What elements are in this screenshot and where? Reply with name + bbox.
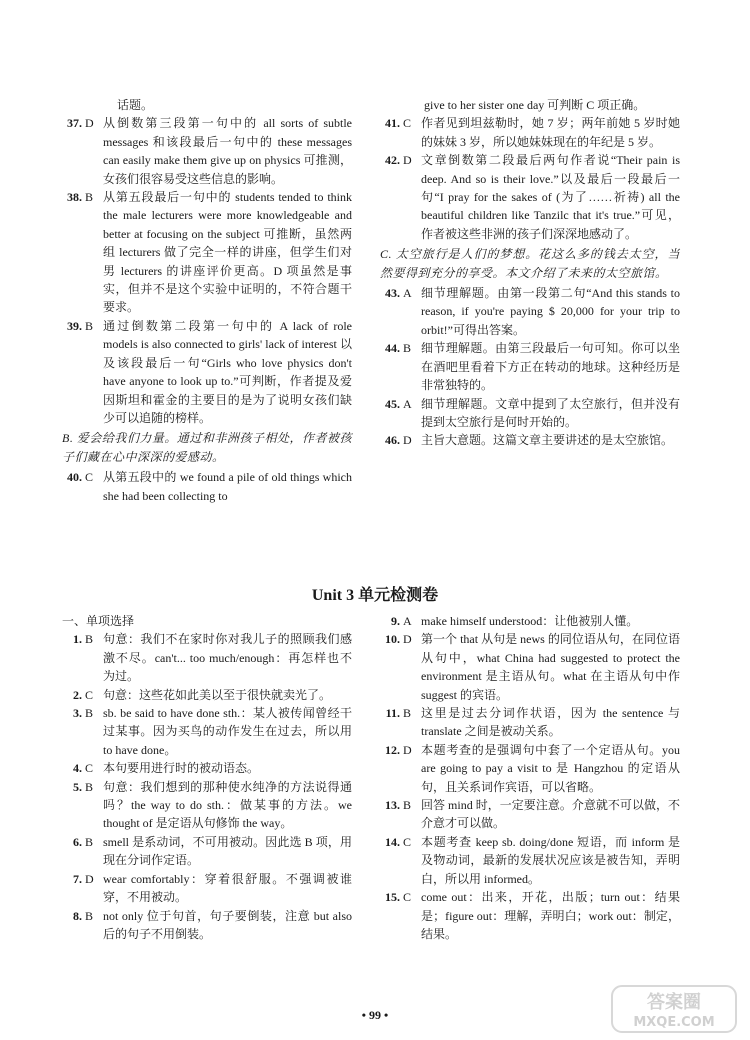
answer-letter: B [85,834,94,849]
answer-item [62,188,352,317]
question-number: 5. [73,779,82,794]
answer-column-right-bottom [380,612,680,943]
continued-text: give to her sister one day 可判断 C 项正确。 [424,98,646,112]
question-number: 39. [67,318,82,333]
passage-summary: B. 爱会给我们力量。通过和非洲孩子相处，作者被孩子们藏在心中深深的爱感动。 [62,431,352,464]
explanation: 细节理解题。文章中提到了太空旅行，但并没有提到太空旅行是何时开始的。 [421,396,680,429]
answer-item [380,796,680,833]
question-number: 40. [67,470,82,485]
answer-item [380,612,680,630]
answer-item [380,741,680,796]
question-number: 7. [73,871,82,886]
answer-item [380,888,680,943]
explanation: 本题考查 keep sb. doing/done 短语，而 inform 是及物动词，最新的发展状况应该是被告知，弄明白，所以用 informed。 [421,834,680,886]
explanation: 从第五段中的 we found a pile of old things which she had been collecting to [103,470,352,503]
answer-letter: D [403,632,412,647]
answer-item [62,704,352,759]
answer-letter: B [403,706,412,721]
section-heading: 一、单项选择 [62,614,135,628]
explanation: 文章倒数第二段最后两句作者说“Their pain is deep. And so is their love.”以及最后一段最后一句“I pray for the sakes of (为了……祈祷) all the beautiful children like Tanzilc that it's true.”可见，作者被这些非洲的孩子们深深地感动了。 [421,153,680,241]
explanation: 句意：我们想到的那种使水纯净的方法说得通吗？the way to do sth.：做某事的方法。we thought of 是定语从句修饰 the way。 [103,779,352,831]
answer-letter: C [85,761,94,776]
answer-letter: B [85,190,94,205]
answer-item [62,630,352,685]
explanation: 细节理解题。由第一段第二句“And this stands to reason, if you're paying $ 20,000 for your trip to orbit!”可得出答案。 [421,286,680,337]
explanation: smell 是系动词，不可用被动。因此选 B 项，用现在分词作定语。 [103,834,352,868]
question-number: 1. [73,632,82,647]
answer-letter: D [403,153,412,168]
question-number: 10. [385,632,400,647]
explanation: 细节理解题。由第三段最后一句可知。你可以坐在酒吧里看着下方正在转动的地球。这种经历是非常独特的。 [421,341,680,393]
continued-text: 话题。 [117,98,154,112]
answer-column-right-top [380,96,680,450]
answer-item [380,339,680,394]
explanation: wear comfortably：穿着很舒服。不强调被谁穿，不用被动。 [103,871,352,905]
answer-letter: C [403,116,412,131]
answer-letter: C [403,834,412,849]
passage-summary: C. 太空旅行是人们的梦想。花这么多的钱去太空，当然要得到充分的享受。本文介绍了未来的太空旅馆。 [380,247,680,280]
answer-column-left-bottom [62,612,352,943]
answer-letter: B [85,318,94,333]
question-number: 46. [385,433,400,448]
answer-item [62,778,352,833]
answer-item [62,870,352,907]
explanation: 这里是过去分词作状语，因为 the sentence 与 translate 之间是被动关系。 [421,706,680,739]
explanation: come out：出来，开花，出版；turn out：结果是；figure out：理解，弄明白；work out：制定，结果。 [421,890,680,941]
question-number: 45. [385,396,400,411]
answer-letter: D [85,871,94,886]
explanation: 从倒数第三段第一句中的 all sorts of subtle messages 和该段最后一句中的 these messages can easily make them give up on physics 可推测，女孩们很容易受这些信息的影响。 [103,116,352,186]
question-number: 43. [385,286,400,301]
answer-letter: A [403,396,412,411]
explanation: 回答 mind 时，一定要注意。介意就不可以做，不介意才可以做。 [421,798,680,831]
question-number: 38. [67,190,82,205]
answer-letter: C [85,470,94,485]
question-number: 14. [385,834,400,849]
explanation: make himself understood：让他被别人懂。 [421,614,639,628]
answer-item [62,907,352,944]
answer-letter: C [85,687,94,702]
answer-item [380,114,680,151]
answer-letter: D [85,116,94,131]
question-number: 3. [73,706,82,721]
question-number: 15. [385,890,400,905]
answer-letter: A [403,286,412,301]
answer-letter: D [403,433,412,448]
answer-item [62,686,352,704]
answer-item [380,284,680,339]
explanation: 本句要用进行时的被动语态。 [103,761,260,776]
question-number: 12. [385,742,400,757]
explanation: 第一个 that 从句是 news 的同位语从句，在同位语从句中，what China had suggested to protect the environment 是主语从句。what 在主语从句中作 suggest 的宾语。 [421,632,680,702]
answer-item [380,630,680,704]
answer-item [62,114,352,188]
answer-item [62,317,352,427]
question-number: 11. [385,706,400,721]
answer-item [62,833,352,870]
explanation: 本题考查的是强调句中套了一个定语从句。you are going to pay a visit to 是 Hangzhou 的定语从句，且关系词作宾语，可以省略。 [421,742,680,794]
answer-item [62,759,352,777]
explanation: sb. be said to have done sth.：某人被传闻曾经干过某事。因为买鸟的动作发生在过去，所以用 to have done。 [103,706,352,757]
answer-item [380,704,680,741]
unit-title: Unit 3 单元检测卷 [311,587,439,604]
question-number: 2. [73,687,82,702]
question-number: 8. [73,908,82,923]
explanation: 作者见到坦兹勒时，她 7 岁；两年前她 5 岁时她的妹妹 3 岁，所以她妹妹现在的年纪是 5 岁。 [421,116,680,149]
question-number: 13. [385,798,400,813]
explanation: not only 位于句首，句子要倒装，注意 but also 后的句子不用倒装。 [103,908,352,941]
explanation: 通过倒数第二段第一句中的 A lack of role models is also connected to girls' lack of interest 以及该段最后一句“Girls who love physics don't have anyone to look up to.”可判断，作者提及爱因斯坦和霍金的主要目的是为了说明女孩们缺少可以追随的榜样。 [103,318,352,425]
answer-letter: B [85,908,94,923]
question-number: 6. [73,834,82,849]
page-number: • 99 • [361,1008,389,1022]
question-number: 9. [391,614,400,628]
answer-letter: B [85,706,94,721]
answer-item [380,395,680,432]
answer-letter: B [85,632,94,647]
explanation: 句意：我们不在家时你对我儿子的照顾我们感激不尽。can't... too much/enough：再怎样也不为过。 [103,632,352,684]
question-number: 42. [385,153,400,168]
question-number: 41. [385,116,400,131]
question-number: 4. [73,761,82,776]
answer-letter: B [403,341,412,356]
watermark-line2: MXQE.COM [633,1015,715,1030]
answer-item [380,431,680,449]
answer-item [380,833,680,888]
watermark-line1: 答案圈 [647,992,701,1013]
answer-letter: B [403,798,412,813]
watermark-logo [610,984,738,1034]
answer-item [380,151,680,243]
answer-item [62,468,352,505]
answer-letter: D [403,742,412,757]
explanation: 主旨大意题。这篇文章主要讲述的是太空旅馆。 [421,433,674,448]
answer-letter: B [85,779,94,794]
explanation: 从第五段最后一句中的 students tended to think the male lecturers were more knowledgeable and better at focusing on the subject 可推断，虽然两组 lecturers 做了完全一样的讲座，但学生们对男 lecturers 的讲座评价更高。D 项虽然是事实，但并不是这个实验中证明的，不符合题干要求。 [103,190,352,315]
question-number: 37. [67,116,82,131]
answer-column-left-top [62,96,352,505]
answer-letter: A [403,614,412,628]
explanation: 句意：这些花如此美以至于很快就卖光了。 [103,687,332,702]
question-number: 44. [385,341,400,356]
answer-letter: C [403,890,412,905]
